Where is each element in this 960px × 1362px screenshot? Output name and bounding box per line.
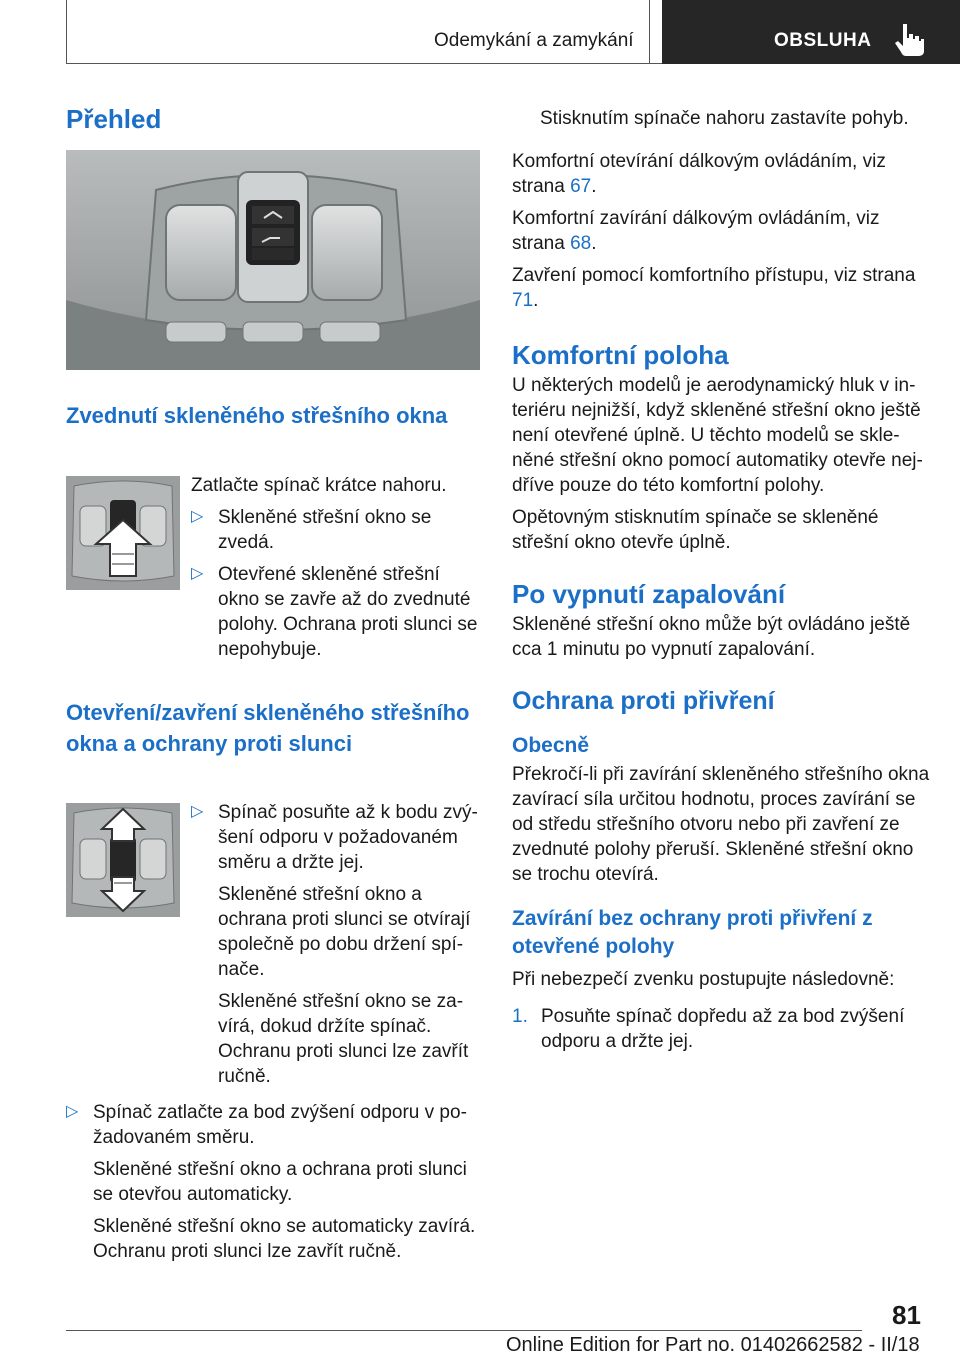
page-link-67[interactable]: 67 bbox=[570, 176, 592, 197]
comfort-access-label: Zavření pomocí komfortního přístupu, viz strana bbox=[512, 265, 916, 286]
otevreni-text-2 bbox=[66, 1100, 480, 1264]
obecne-para: Překročí-li při zavírání skleněného střešního okna zavírací síla určitou hodnotu, proces zavírání se od středu střešního otvoru nebo při zavření ze zvednuté polohy přeruší. Skleněné střešní okno se trochu otevírá. bbox=[512, 764, 930, 885]
hand-pointer-icon bbox=[894, 22, 924, 56]
page-link-71[interactable]: 71 bbox=[512, 290, 534, 311]
footer-rule bbox=[66, 1330, 862, 1331]
chapter-tab[interactable] bbox=[662, 0, 960, 64]
komfortni-para-1: U některých modelů je aerodynamický hluk v interiéru nejnižší, když skleněné střešní okno ještě není otevřené úplně. U těchto modelů se skleněné střešní okno pomocí automatiky otevře nejdříve pouze do této komfortní polohy. bbox=[512, 375, 923, 496]
triangle-bullet-icon: ▷ bbox=[191, 565, 204, 582]
right-column bbox=[512, 149, 930, 1054]
section-title: Odemykání a zamykání bbox=[434, 30, 634, 51]
otevreni-text bbox=[191, 800, 483, 1089]
otevreni-para-1: Skleněné střešní okno a ochrana proti slunci se otvírají společně po dobu držení spínače. bbox=[218, 884, 471, 980]
heading-po-vypnuti: Po vypnutí zapalování bbox=[512, 579, 786, 609]
left-column bbox=[66, 104, 480, 134]
roof-console-photo bbox=[66, 150, 480, 370]
heading-obecne: Obecně bbox=[512, 734, 590, 757]
list-item bbox=[191, 800, 483, 1089]
zvednuti-intro: Zatlačte spínač krátce nahoru. bbox=[191, 475, 447, 496]
heading-ochrana: Ochrana proti přivření bbox=[512, 687, 775, 715]
zavirani-intro: Při nebezpečí zvenku postupujte následovně: bbox=[512, 969, 895, 990]
heading-otevreni: Otevření/zavření skleněného střešního okna a ochrany proti slunci bbox=[66, 700, 470, 756]
triangle-bullet-icon: ▷ bbox=[66, 1103, 79, 1120]
triangle-bullet-icon: ▷ bbox=[191, 803, 204, 820]
page-link-68[interactable]: 68 bbox=[570, 233, 592, 254]
step-number: 1. bbox=[512, 1006, 528, 1027]
zvednuti-bullet-2: Otevřené skleněné střešní okno se zavře až do zvednuté polohy. Ochrana proti slunci se nepohybuje. bbox=[218, 564, 478, 660]
otevreni-para-3: Skleněné střešní okno a ochrana proti slunci se otevřou automaticky. bbox=[93, 1159, 467, 1205]
header-divider-right bbox=[649, 0, 650, 64]
page-number: 81 bbox=[892, 1300, 921, 1330]
heading-zavirani: Zavírání bez ochrany proti přivření z otevřené polohy bbox=[512, 907, 873, 958]
otevreni-para-4: Skleněné střešní okno se automaticky zavírá. Ochranu proti slunci lze zavřít ručně. bbox=[93, 1216, 476, 1262]
step-1-text: Posuňte spínač dopředu až za bod zvýšení odporu a držte jej. bbox=[541, 1006, 905, 1052]
switch-slide-photo bbox=[66, 803, 180, 917]
otevreni-bullet-1: Spínač posuňte až k bodu zvýšení odporu v požadovaném směru a držte jej. bbox=[218, 802, 478, 873]
list-item bbox=[66, 1100, 480, 1264]
chapter-tab-label: OBSLUHA bbox=[774, 30, 872, 51]
right-column-top bbox=[540, 106, 930, 131]
zvednuti-text bbox=[191, 473, 481, 662]
edition-text: Online Edition for Part no. 01402662582 - II/18 bbox=[506, 1334, 920, 1356]
remote-close-label: Komfortní zavírání dálkovým ovládáním, viz strana bbox=[512, 208, 880, 254]
list-item bbox=[512, 1004, 930, 1054]
otevreni-para-2: Skleněné střešní okno se zavírá, dokud držíte spínač. Ochranu proti slunci lze zavřít ručně. bbox=[218, 991, 469, 1087]
triangle-bullet-icon: ▷ bbox=[191, 508, 204, 525]
list-item bbox=[191, 562, 481, 662]
heading-zvednuti: Zvednutí skleněného střešního okna bbox=[66, 403, 448, 428]
komfortni-para-2: Opětovným stisknutím spínače se skleněné střešní okno otevře úplně. bbox=[512, 507, 879, 553]
remote-close-text: Komfortní zavírání dálkovým ovládáním, viz strana 68. bbox=[512, 208, 880, 254]
po-vypnuti-para: Skleněné střešní okno může být ovládáno ještě cca 1 minutu po vypnutí zapalování. bbox=[512, 614, 911, 660]
heading-prehled: Přehled bbox=[66, 104, 162, 134]
list-item bbox=[191, 505, 481, 555]
otevreni-section bbox=[66, 697, 480, 759]
comfort-access-text: Zavření pomocí komfortního přístupu, viz strana 71. bbox=[512, 265, 916, 311]
remote-open-text: Komfortní otevírání dálkovým ovládáním, viz strana 67. bbox=[512, 151, 886, 197]
switch-up-photo bbox=[66, 476, 180, 590]
heading-komfortni: Komfortní poloha bbox=[512, 340, 729, 370]
zvednuti-bullet-1: Skleněné střešní okno se zvedá. bbox=[218, 507, 432, 553]
zvednuti-section bbox=[66, 402, 480, 430]
otevreni-bullet-2: Spínač zatlačte za bod zvýšení odporu v požadovaném směru. bbox=[93, 1102, 467, 1148]
stop-text: Stisknutím spínače nahoru zastavíte pohyb. bbox=[540, 108, 909, 129]
header-divider-left bbox=[66, 0, 67, 64]
remote-open-label: Komfortní otevírání dálkovým ovládáním, viz strana bbox=[512, 151, 886, 197]
